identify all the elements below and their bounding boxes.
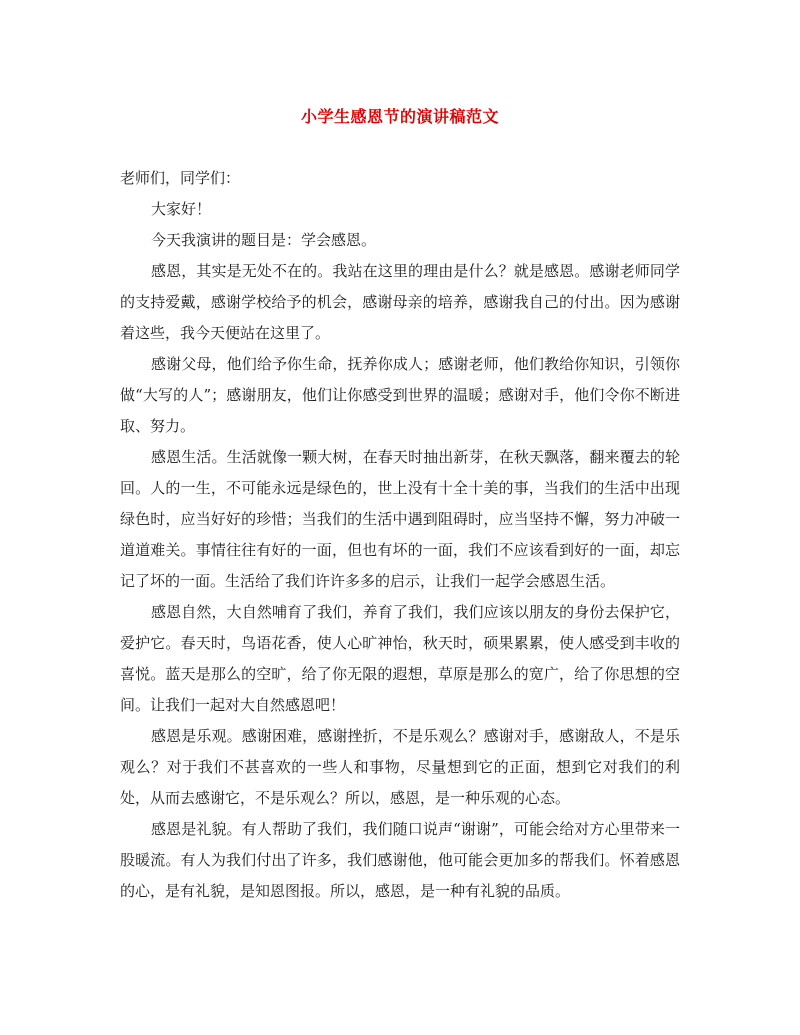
salutation: 老师们，同学们：	[120, 169, 241, 187]
paragraph-gratitude-everywhere: 感恩，其实是无处不在的。我站在这里的理由是什么？就是感恩。感谢老师同学的支持爱戴，感谢学校给予的机会，感谢母亲的培养，感谢我自己的付出。因为感谢着这些，我今天便站在这里了。	[120, 262, 680, 342]
paragraph-optimism: 感恩是乐观。感谢困难，感谢挫折，不是乐观么？感谢对手，感谢敌人，不是乐观么？对于我们不甚喜欢的一些人和事物，尽量想到它的正面，想到它对我们的利处，从而去感谢它，不是乐观么？所以，感恩，是一种乐观的心态。	[120, 727, 680, 807]
paragraph-thank-life: 感恩生活。生活就像一颗大树，在春天时抽出新芽，在秋天飘落，翻来覆去的轮回。人的一生，不可能永远是绿色的，世上没有十全十美的事，当我们的生活中出现绿色时，应当好好的珍惜；当我们的生活中遇到阻碍时，应当坚持不懈，努力冲破一道道难关。事情往往有好的一面，但也有坏的一面，我们不应该看到好的一面，却忘记了坏的一面。生活给了我们许许多多的启示，让我们一起学会感恩生活。	[120, 448, 680, 590]
paragraph-politeness: 感恩是礼貌。有人帮助了我们，我们随口说声“谢谢”，可能会给对方心里带来一股暖流。有人为我们付出了许多，我们感谢他，他可能会更加多的帮我们。怀着感恩的心，是有礼貌，是知恩图报。所以，感恩，是一种有礼貌的品质。	[120, 820, 680, 900]
document-title: 小学生感恩节的演讲稿范文	[300, 107, 499, 126]
paragraph-thank-nature: 感恩自然，大自然哺育了我们，养育了我们，我们应该以朋友的身份去保护它，爱护它。春天时，鸟语花香，使人心旷神怡，秋天时，硕果累累，使人感受到丰收的喜悦。蓝天是那么的空旷，给了你无限的遐想，草原是那么的宽广，给了你思想的空间。让我们一起对大自然感恩吧！	[120, 603, 680, 714]
paragraph-topic: 今天我演讲的题目是：学会感恩。	[151, 231, 377, 249]
paragraph-greeting: 大家好！	[151, 200, 212, 218]
document-body	[120, 163, 680, 907]
paragraph-thank-parents: 感谢父母，他们给予你生命，抚养你成人；感谢老师，他们教给你知识，引领你做“大写的人”；感谢朋友，他们让你感受到世界的温暖；感谢对手，他们令你不断进取、努力。	[120, 355, 680, 435]
